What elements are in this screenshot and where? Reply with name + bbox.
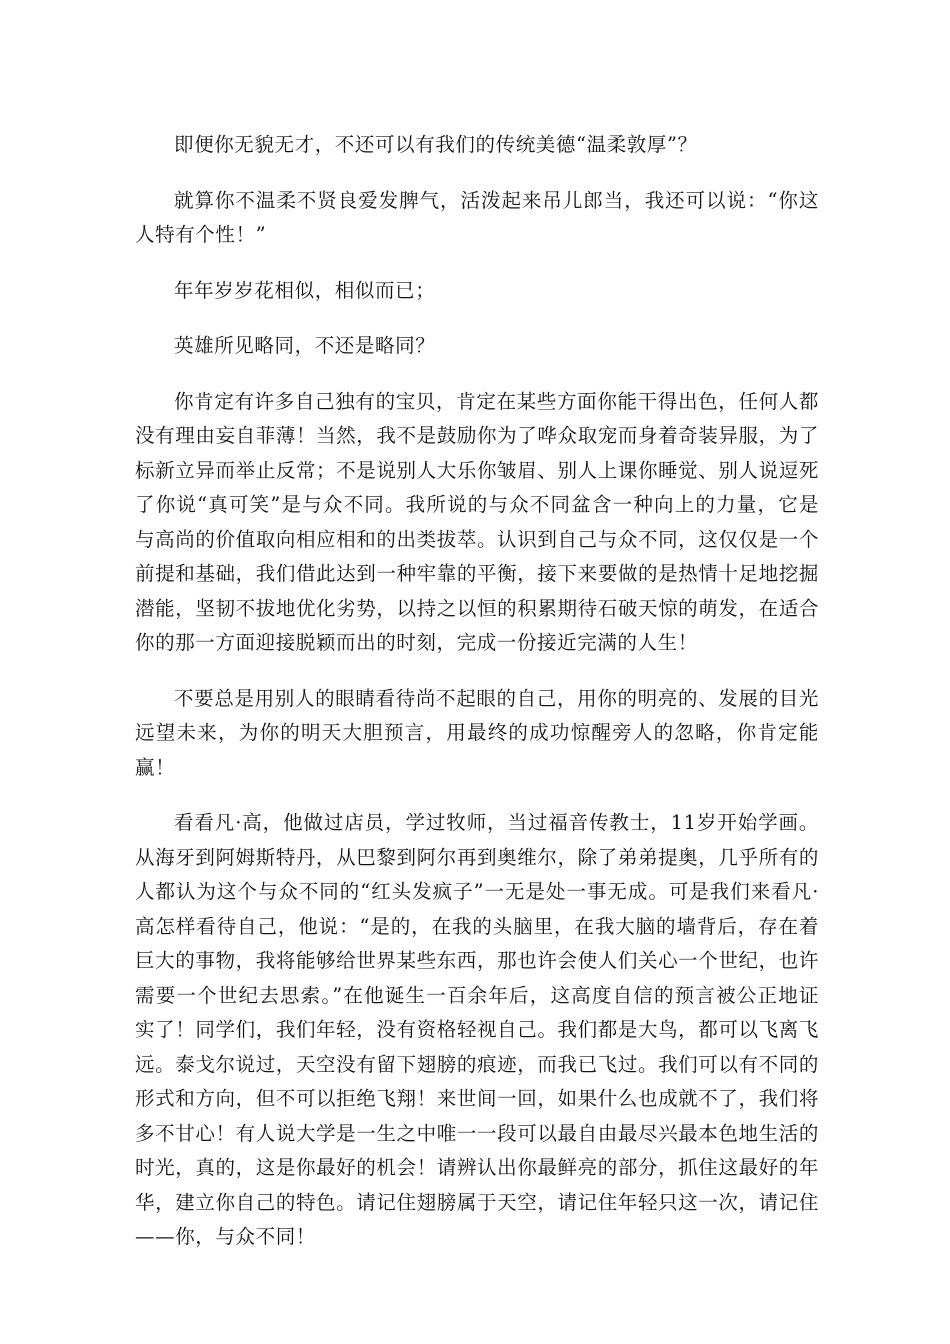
paragraph: 就算你不温柔不贤良爱发脾气，活泼起来吊儿郎当，我还可以说：“你这人特有个性！”	[135, 188, 819, 246]
paragraph: 不要总是用别人的眼睛看待尚不起眼的自己，用你的明亮的、发展的目光远望未来，为你的明天大胆预言，用最终的成功惊醒旁人的忽略，你肯定能赢！	[135, 686, 819, 779]
paragraph: 你肯定有许多自己独有的宝贝，肯定在某些方面你能干得出色，任何人都没有理由妄自菲薄！当然，我不是鼓励你为了哗众取宠而身着奇装异服，为了标新立异而举止反常；不是说别人大乐你皱眉、别人上课你睡觉、别人说逗死了你说“真可笑”是与众不同。我所说的与众不同盆含一种向上的力量，它是与高尚的价值取向相应相和的出类拔萃。认识到自己与众不同，这仅仅是一个前提和基础，我们借此达到一种牢靠的平衡，接下来要做的是热情十足地挖掘潜能，坚韧不拔地优化劣势，以持之以恒的积累期待石破天惊的萌发，在适合你的那一方面迎接脱颖而出的时刻，完成一份接近完满的人生！	[135, 389, 819, 654]
paragraph: 年年岁岁花相似，相似而已；	[174, 278, 436, 302]
paragraph: 即便你无貌无才，不还可以有我们的传统美德“温柔敦厚”？	[174, 133, 698, 156]
paragraph: 英雄所见略同，不还是略同？	[174, 334, 436, 357]
paragraph: 看看凡·高，他做过店员，学过牧师，当过福音传教士，11岁开始学画。从海牙到阿姆斯特丹，从巴黎到阿尔再到奥维尔，除了弟弟提奥，几乎所有的人都认为这个与众不同的“红头发疯子”一无是处一事无成。可是我们来看凡·高怎样看待自己，他说：“是的，在我的头脑里，在我大脑的墙背后，存在着巨大的事物，我将能够给世界某些东西，那也许会使人们关心一个世纪，也许需要一个世纪去思索。”在他诞生一百余年后，这高度自信的预言被公正地证实了！同学们，我们年轻，没有资格轻视自己。我们都是大鸟，都可以飞离飞远。泰戈尔说过，天空没有留下翅膀的痕迹，而我已飞过。我们可以有不同的形式和方向，但不可以拒绝飞翔！来世间一回，如果什么也成就不了，我们将多不甘心！有人说大学是一生之中唯一一段可以最自由最尽兴最本色地生活的时光，真的，这是你最好的机会！请辨认出你最鲜亮的部分，抓住这最好的年华，建立你自己的特色。请记住翅膀属于天空，请记住年轻只这一次，请记住——你，与众不同！	[135, 811, 819, 1248]
essay-body	[135, 128, 819, 1276]
